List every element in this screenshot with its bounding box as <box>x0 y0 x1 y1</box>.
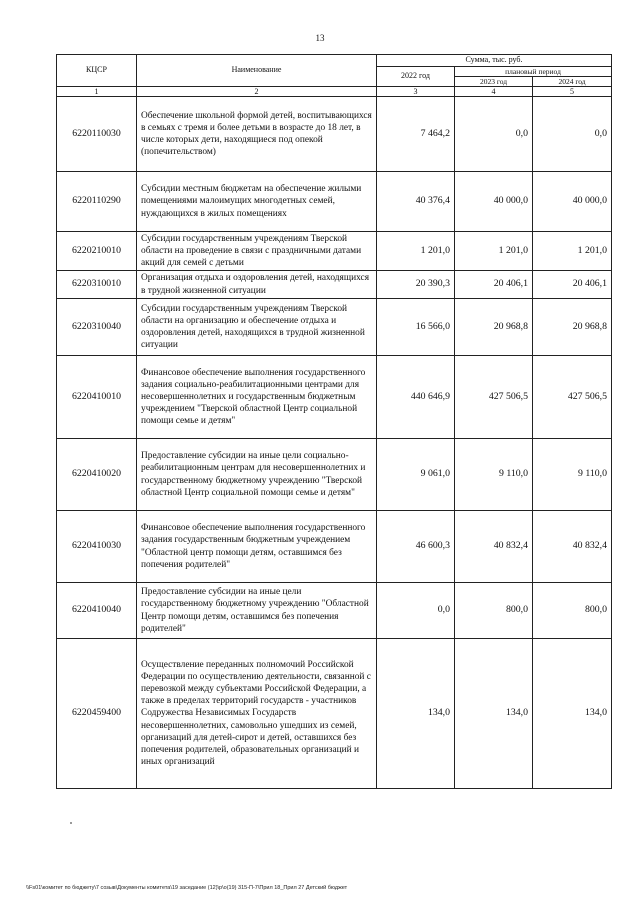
row-code: 6220410020 <box>57 439 137 511</box>
row-value-2023: 1 201,0 <box>455 232 533 271</box>
row-value-2022: 440 646,9 <box>377 356 455 439</box>
header-year-2022: 2022 год <box>377 67 455 87</box>
table-row <box>57 511 612 583</box>
row-code: 6220110290 <box>57 172 137 232</box>
column-number-row <box>57 87 612 97</box>
table-row <box>57 299 612 356</box>
row-name: Субсидии государственным учреждениям Тверской области на проведение в связи с праздничными датами акций для семей с детьми <box>137 232 377 271</box>
row-value-2024: 40 832,4 <box>533 511 612 583</box>
scan-speck <box>70 822 72 824</box>
column-number: 2 <box>137 87 377 97</box>
header-sum: Сумма, тыс. руб. <box>377 55 612 67</box>
row-name: Предоставление субсидии на иные цели государственному бюджетному учреждению "Областной Центр помощи детям, оставшимся без попечения родителей" <box>137 583 377 639</box>
column-number: 4 <box>455 87 533 97</box>
table-row <box>57 172 612 232</box>
table-row <box>57 232 612 271</box>
row-name: Финансовое обеспечение выполнения государственного задания государственным бюджетным учреждением "Областной центр помощи детям, оставшимся без попечения родителей" <box>137 511 377 583</box>
table-row <box>57 97 612 172</box>
header-year-2023: 2023 год <box>455 77 533 87</box>
table-row <box>57 583 612 639</box>
row-value-2022: 20 390,3 <box>377 271 455 299</box>
row-code: 6220310040 <box>57 299 137 356</box>
table-row <box>57 639 612 789</box>
page-number: 13 <box>315 33 325 43</box>
row-value-2023: 20 968,8 <box>455 299 533 356</box>
row-value-2023: 40 000,0 <box>455 172 533 232</box>
row-name: Осуществление переданных полномочий Российской Федерации по осуществлению деятельности, связанной с перевозкой между субъектами Российской Федерации, а также в пределах территорий государств - участников Содружества Независимых Государств несовершеннолетних, самовольно ушедших из семей, организаций для детей-сирот и детей, оставшихся без попечения родителей, образовательных организаций и иных организаций <box>137 639 377 789</box>
row-value-2023: 427 506,5 <box>455 356 533 439</box>
table-row <box>57 439 612 511</box>
column-number: 5 <box>533 87 612 97</box>
column-number: 1 <box>57 87 137 97</box>
row-code: 6220210010 <box>57 232 137 271</box>
footer-file-path: \\Fs01\комитет по бюджету\7 созыв\Документы комитета\19 заседание (12)\р\о(19) 315-П-7\Прил 18_Прил 27 Детский бюджет <box>26 885 348 891</box>
row-value-2023: 40 832,4 <box>455 511 533 583</box>
row-value-2022: 7 464,2 <box>377 97 455 172</box>
row-value-2024: 1 201,0 <box>533 232 612 271</box>
row-value-2022: 9 061,0 <box>377 439 455 511</box>
row-value-2024: 134,0 <box>533 639 612 789</box>
row-code: 6220410010 <box>57 356 137 439</box>
column-number: 3 <box>377 87 455 97</box>
row-value-2023: 134,0 <box>455 639 533 789</box>
row-name: Предоставление субсидии на иные цели социально-реабилитационным центрам для несовершеннолетних и государственному бюджетному учреждению "Тверской областной Центр социальной помощи семье и детям" <box>137 439 377 511</box>
row-value-2024: 20 968,8 <box>533 299 612 356</box>
row-code: 6220410040 <box>57 583 137 639</box>
row-code: 6220110030 <box>57 97 137 172</box>
row-name: Субсидии местным бюджетам на обеспечение жилыми помещениями малоимущих многодетных семей, нуждающихся в жилых помещениях <box>137 172 377 232</box>
row-code: 6220459400 <box>57 639 137 789</box>
header-planning-period: плановый период <box>455 67 612 77</box>
table-row <box>57 271 612 299</box>
row-value-2023: 9 110,0 <box>455 439 533 511</box>
row-value-2022: 1 201,0 <box>377 232 455 271</box>
row-name: Субсидии государственным учреждениям Тверской области на организацию и обеспечение отдыха и оздоровления детей, находящихся в трудной жизненной ситуации <box>137 299 377 356</box>
header-year-2024: 2024 год <box>533 77 612 87</box>
row-value-2024: 20 406,1 <box>533 271 612 299</box>
table-row <box>57 356 612 439</box>
row-value-2022: 40 376,4 <box>377 172 455 232</box>
row-value-2022: 16 566,0 <box>377 299 455 356</box>
row-value-2022: 134,0 <box>377 639 455 789</box>
row-value-2024: 9 110,0 <box>533 439 612 511</box>
row-name: Организация отдыха и оздоровления детей, находящихся в трудной жизненной ситуации <box>137 271 377 299</box>
row-code: 6220410030 <box>57 511 137 583</box>
header-code: КЦСР <box>57 55 137 87</box>
row-value-2024: 0,0 <box>533 97 612 172</box>
budget-table <box>56 54 612 789</box>
header-name: Наименование <box>137 55 377 87</box>
row-value-2024: 427 506,5 <box>533 356 612 439</box>
row-code: 6220310010 <box>57 271 137 299</box>
row-value-2023: 20 406,1 <box>455 271 533 299</box>
row-value-2024: 40 000,0 <box>533 172 612 232</box>
row-name: Обеспечение школьной формой детей, воспитывающихся в семьях с тремя и более детьми в возрасте до 18 лет, в числе которых дети, находящиеся под опекой (попечительством) <box>137 97 377 172</box>
row-value-2024: 800,0 <box>533 583 612 639</box>
row-value-2022: 0,0 <box>377 583 455 639</box>
row-value-2022: 46 600,3 <box>377 511 455 583</box>
row-value-2023: 0,0 <box>455 97 533 172</box>
row-value-2023: 800,0 <box>455 583 533 639</box>
row-name: Финансовое обеспечение выполнения государственного задания социально-реабилитационными центрами для несовершеннолетних и государственным бюджетным учреждением "Тверской областной Центр социальной помощи семье и детям" <box>137 356 377 439</box>
